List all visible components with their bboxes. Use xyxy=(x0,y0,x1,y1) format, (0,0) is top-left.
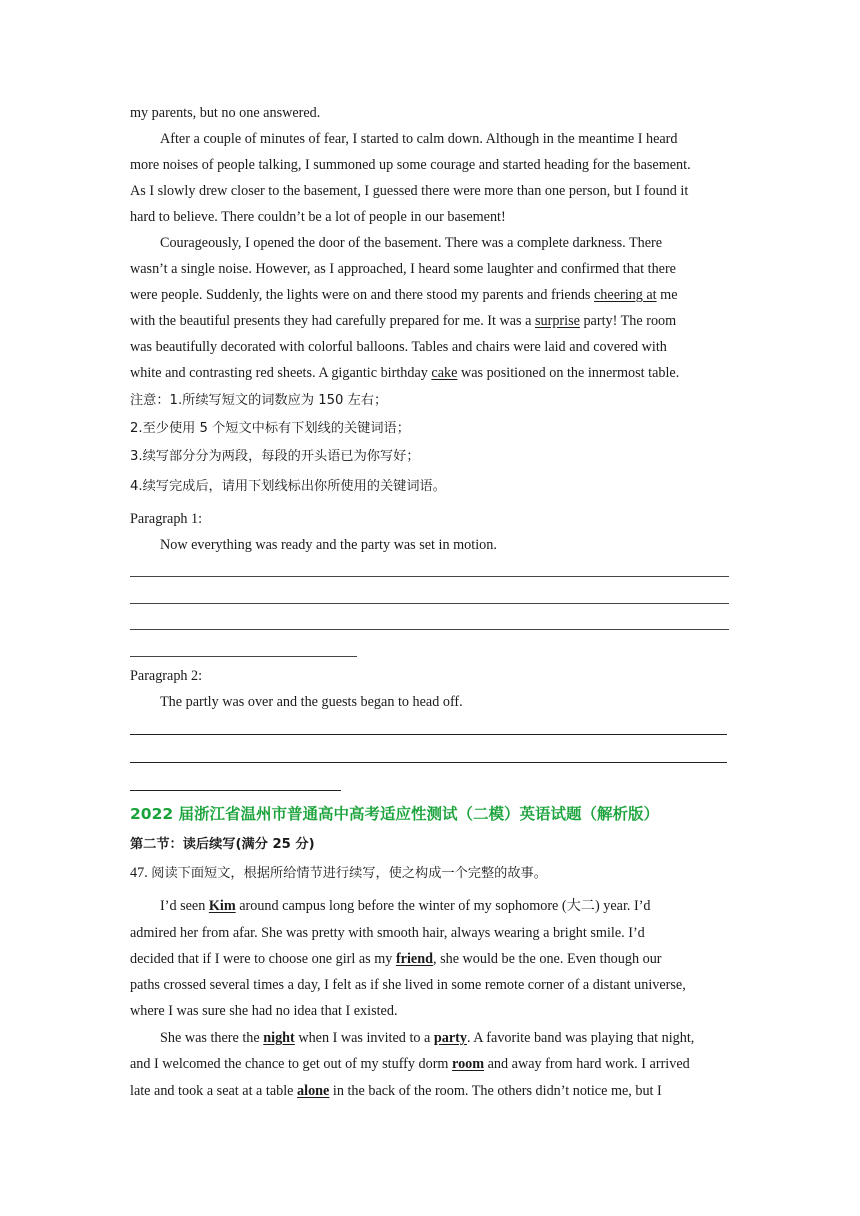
story-line: hard to believe. There couldn’t be a lot of people in our basement! xyxy=(130,209,506,225)
story-line xyxy=(130,286,678,304)
paragraph-2-label: Paragraph 2: xyxy=(130,668,203,684)
story-line: my parents, but no one answered. xyxy=(130,105,321,121)
text: when I was invited to a xyxy=(294,1030,434,1046)
story-line: Courageously, I opened the door of the basement. There was a complete darkness. There xyxy=(160,235,663,251)
story-line: After a couple of minutes of fear, I started to calm down. Although in the meantime I heard xyxy=(160,131,678,147)
keyword: party xyxy=(433,1030,467,1046)
answer-line xyxy=(130,656,357,657)
note-line: 3.续写部分分为两段，每段的开头语已为你写好； xyxy=(130,449,420,464)
exam-title: 2022 届浙江省温州市普通高中高考适应性测试（二模）英语试题（解析版） xyxy=(130,805,660,823)
text: and away from hard work. I arrived xyxy=(484,1056,690,1072)
text: party! The room xyxy=(579,313,677,329)
answer-line xyxy=(130,603,729,604)
story-line: admired her from afar. She was pretty with smooth hair, always wearing a bright smile. I’d xyxy=(130,925,645,941)
story-line xyxy=(160,1029,694,1047)
answer-line xyxy=(130,734,727,735)
story-line xyxy=(130,1082,662,1100)
text: with the beautiful presents they had carefully prepared for me. It was a xyxy=(130,313,535,329)
text: . A favorite band was playing that night, xyxy=(466,1030,695,1046)
story-line xyxy=(130,1055,690,1073)
keyword: cake xyxy=(431,365,458,381)
note-line: 2.至少使用 5 个短文中标有下划线的关键词语； xyxy=(130,421,410,436)
keyword: Kim xyxy=(208,898,236,914)
note-line: 4.续写完成后，请用下划线标出你所使用的关键词语。 xyxy=(130,479,446,494)
answer-line xyxy=(130,629,729,630)
text: I’d seen xyxy=(160,898,209,914)
question-number: 47. xyxy=(130,865,148,881)
story-line: wasn’t a single noise. However, as I approached, I heard some laughter and confirmed that there xyxy=(130,261,676,277)
story-line xyxy=(160,897,651,915)
text: were people. Suddenly, the lights were on and there stood my parents and friends xyxy=(130,287,594,303)
keyword: night xyxy=(263,1030,295,1046)
story-line: was beautifully decorated with colorful balloons. Tables and chairs were laid and covered with xyxy=(130,339,667,355)
text: late and took a seat at a table xyxy=(130,1083,298,1099)
text: She was there the xyxy=(160,1030,264,1046)
answer-line xyxy=(130,576,729,577)
answer-line xyxy=(130,762,727,763)
text: decided that if I were to choose one girl as my xyxy=(130,951,396,967)
text: in the back of the room. The others didn’t notice me, but I xyxy=(329,1083,662,1099)
story-line xyxy=(130,312,676,330)
paragraph-2-opener: The partly was over and the guests began to head off. xyxy=(160,694,463,710)
keyword: alone xyxy=(297,1083,330,1099)
keyword: cheering at xyxy=(594,287,657,303)
question-line xyxy=(130,864,547,883)
story-line: more noises of people talking, I summoned up some courage and started heading for the basement. xyxy=(130,157,691,173)
story-line: where I was sure she had no idea that I existed. xyxy=(130,1003,398,1019)
section-heading: 第二节：读后续写(满分 25 分) xyxy=(130,837,315,852)
keyword: surprise xyxy=(534,313,580,329)
story-line xyxy=(130,950,662,968)
text: was positioned on the innermost table. xyxy=(457,365,680,381)
text: around campus long before the winter of my sophomore (大二) year. I’d xyxy=(235,898,651,914)
note-line: 注意：1.所续写短文的词数应为 150 左右； xyxy=(130,393,388,408)
answer-line xyxy=(130,790,341,791)
story-line xyxy=(130,364,679,382)
text: white and contrasting red sheets. A gigantic birthday xyxy=(130,365,432,381)
question-instruction: 阅读下面短文，根据所给情节进行续写，使之构成一个完整的故事。 xyxy=(151,866,547,881)
keyword: room xyxy=(452,1056,485,1072)
keyword: friend xyxy=(395,951,433,967)
paragraph-1-label: Paragraph 1: xyxy=(130,511,203,527)
text: me xyxy=(656,287,678,303)
text: and I welcomed the chance to get out of my stuffy dorm xyxy=(130,1056,453,1072)
story-line: paths crossed several times a day, I felt as if she lived in some remote corner of a distant universe, xyxy=(130,977,686,993)
paragraph-1-opener: Now everything was ready and the party was set in motion. xyxy=(160,537,497,553)
text: , she would be the one. Even though our xyxy=(432,951,662,967)
story-line: As I slowly drew closer to the basement, I guessed there were more than one person, but I found it xyxy=(130,183,689,199)
